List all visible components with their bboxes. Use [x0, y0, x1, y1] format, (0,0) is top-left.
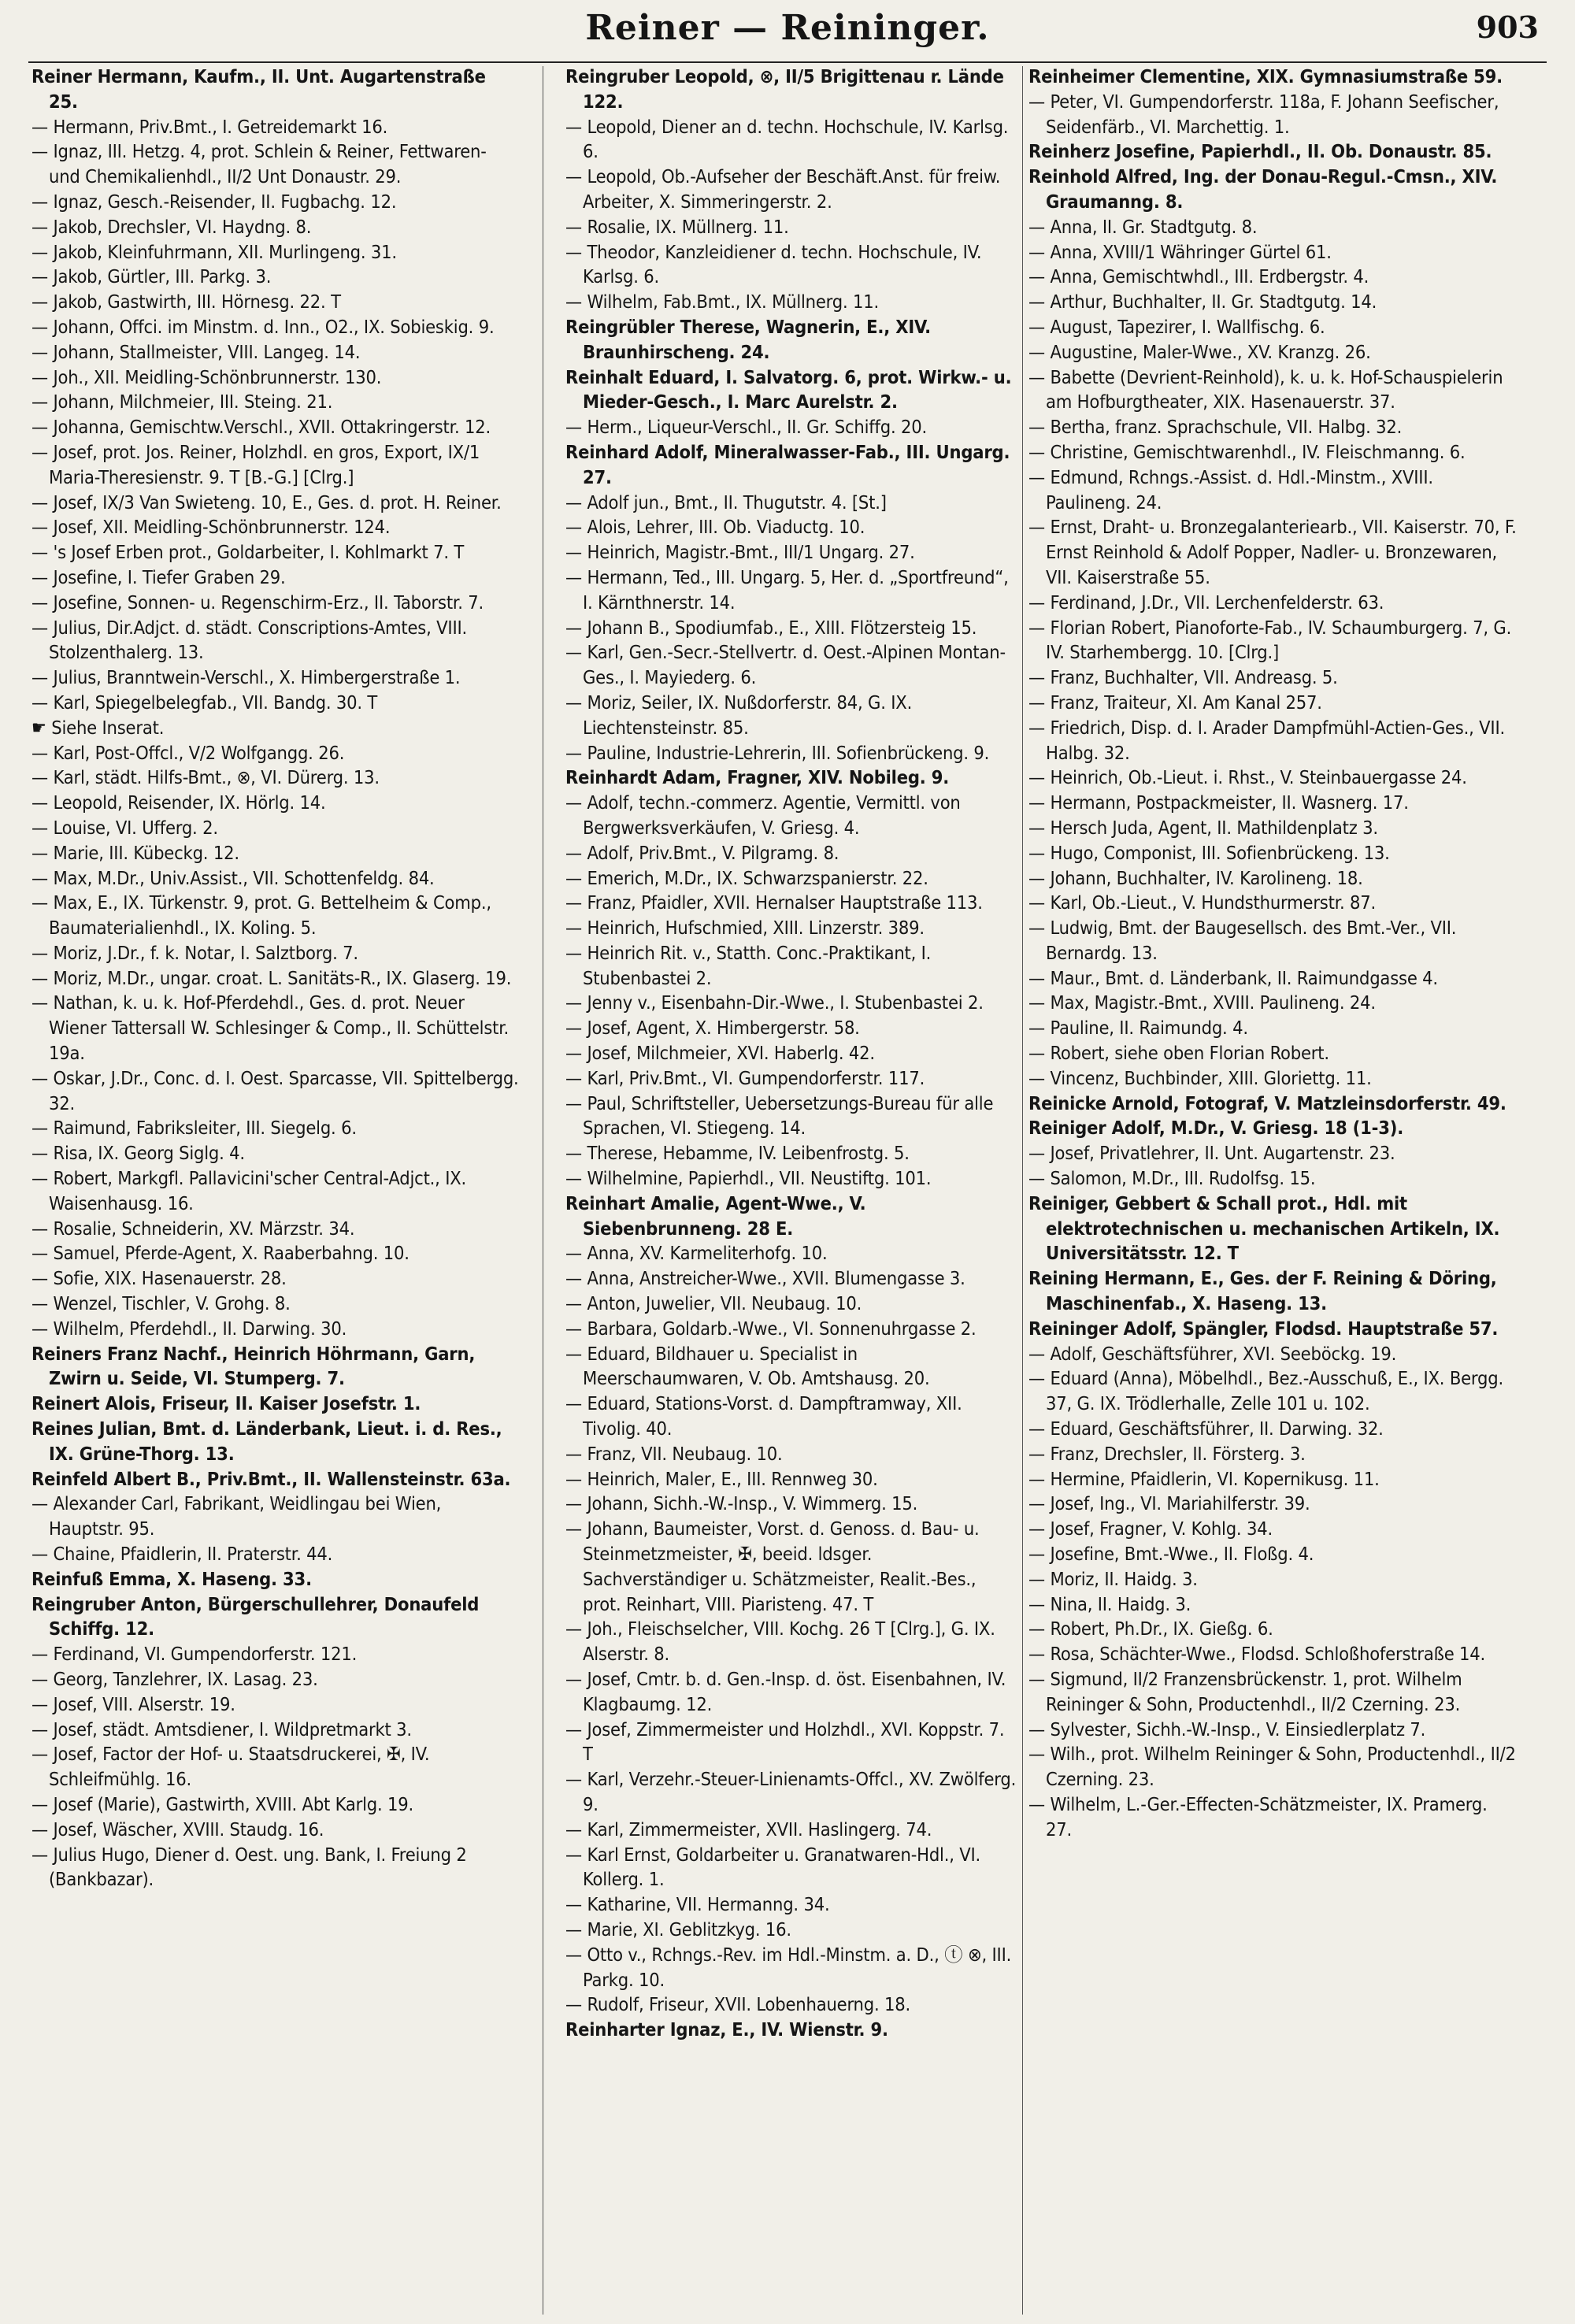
directory-entry: — Pauline, II. Raimundg. 4. [1028, 1017, 1248, 1040]
directory-entry: — Leopold, Reisender, IX. Hörlg. 14. [32, 791, 326, 814]
directory-entry: — Louise, VI. Ufferg. 2. [32, 816, 218, 839]
page-number: 903 [1476, 9, 1539, 45]
directory-entry: — Heinrich Rit. v., Statth. Conc.-Praktikant, I. Stubenbastei 2. [565, 941, 932, 989]
directory-entry: — Theodor, Kanzleidiener d. techn. Hochschule, IV. Karlsg. 6. [565, 240, 982, 288]
directory-entry: — Hermine, Pfaidlerin, VI. Kopernikusg. 11. [1028, 1467, 1380, 1490]
directory-heading-entry: Reiniger, Gebbert & Schall prot., Hdl. mit elektrotechnischen u. mechanischen Artikeln, IX. Universitätsstr. 12. T [1028, 1192, 1500, 1265]
directory-entry: — Moriz, J.Dr., f. k. Notar, I. Salztborg. 7. [32, 941, 358, 964]
directory-entry: — Jenny v., Eisenbahn-Dir.-Wwe., I. Stubenbastei 2. [565, 991, 984, 1014]
directory-entry: — Hermann, Postpackmeister, II. Wasnerg. 17. [1028, 791, 1409, 814]
directory-entry: — Josef, Cmtr. b. d. Gen.-Insp. d. öst. Eisenbahnen, IV. Klagbaumg. 12. [565, 1668, 1006, 1715]
directory-entry: — Max, Magistr.-Bmt., XVIII. Paulineng. 24. [1028, 991, 1376, 1014]
directory-entry: — Anna, II. Gr. Stadtgutg. 8. [1028, 215, 1258, 238]
directory-entry: — Alexander Carl, Fabrikant, Weidlingau bei Wien, Hauptstr. 95. [32, 1492, 442, 1540]
directory-entry: — Nathan, k. u. k. Hof-Pferdehdl., Ges. d. prot. Neuer Wiener Tattersall W. Schlesinger & Comp., II. Schüttelstr. 19a. [32, 991, 510, 1065]
directory-entry: — Ludwig, Bmt. der Baugesellsch. des Bmt.-Ver., VII. Bernardg. 13. [1028, 917, 1457, 964]
directory-heading-entry: Reinheimer Clementine, XIX. Gymnasiumstraße 59. [1028, 65, 1503, 87]
directory-entry: — Moriz, M.Dr., ungar. croat. L. Sanitäts-R., IX. Glaserg. 19. [32, 966, 512, 989]
directory-entry: — Sylvester, Sichh.-W.-Insp., V. Einsiedlerplatz 7. [1028, 1718, 1426, 1740]
directory-entry: — Johann B., Spodiumfab., E., XIII. Flötzersteig 15. [565, 616, 977, 639]
directory-entry: — Wilhelm, Fab.Bmt., IX. Müllnerg. 11. [565, 291, 880, 313]
directory-entry: — Leopold, Diener an d. techn. Hochschule, IV. Karlsg. 6. [565, 115, 1009, 163]
column-divider [1022, 66, 1023, 2315]
directory-entry: — Leopold, Ob.-Aufseher der Beschäft.Anst. für freiw. Arbeiter, X. Simmeringerstr. 2. [565, 165, 1001, 213]
directory-entry: — Adolf jun., Bmt., II. Thugutstr. 4. [St.] [565, 491, 887, 513]
directory-entry: — Robert, siehe oben Florian Robert. [1028, 1042, 1329, 1065]
directory-heading-entry: Reinert Alois, Friseur, II. Kaiser Josefstr. 1. [32, 1392, 421, 1415]
directory-entry: — Sigmund, II/2 Franzensbrückenstr. 1, prot. Wilhelm Reininger & Sohn, Productenhdl., II/2 Czerning. 23. [1028, 1668, 1462, 1715]
directory-entry: — Rosalie, IX. Müllnerg. 11. [565, 215, 789, 238]
directory-entry: — Julius Hugo, Diener d. Oest. ung. Bank, I. Freiung 2 (Bankbazar). [32, 1843, 467, 1891]
directory-entry: — Emerich, M.Dr., IX. Schwarzspanierstr. 22. [565, 866, 928, 889]
directory-entry: — Christine, Gemischtwarenhdl., IV. Fleischmanng. 6. [1028, 440, 1466, 463]
directory-entry: — Alois, Lehrer, III. Ob. Viaductg. 10. [565, 516, 865, 539]
directory-entry: — Pauline, Industrie-Lehrerin, III. Sofienbrückeng. 9. [565, 741, 990, 764]
directory-heading-entry: Reinicke Arnold, Fotograf, V. Matzleinsdorferstr. 49. [1028, 1092, 1506, 1114]
directory-entry: — Joh., Fleischselcher, VIII. Kochg. 26 T [Clrg.], G. IX. Alserstr. 8. [565, 1618, 995, 1666]
directory-entry: — Hugo, Componist, III. Sofienbrückeng. 13. [1028, 841, 1390, 864]
directory-entry: — Anna, XV. Karmeliterhofg. 10. [565, 1242, 828, 1265]
directory-entry: — Oskar, J.Dr., Conc. d. I. Oest. Sparcasse, VII. Spittelbergg. 32. [32, 1066, 519, 1114]
directory-heading-entry: Reingruber Anton, Bürgerschullehrer, Donaufeld Schiffg. 12. [32, 1592, 480, 1640]
directory-entry: — Paul, Schriftsteller, Uebersetzungs-Bureau für alle Sprachen, VI. Stiegeng. 14. [565, 1092, 994, 1140]
directory-entry: — Rosa, Schächter-Wwe., Flodsd. Schloßhoferstraße 14. [1028, 1643, 1486, 1666]
directory-entry: — Ignaz, III. Hetzg. 4, prot. Schlein & Reiner, Fettwaren- und Chemikalienhdl., II/2 Unt Donaustr. 29. [32, 140, 487, 188]
directory-entry: — Adolf, techn.-commerz. Agentie, Vermittl. von Bergwerksverkäufen, V. Griesg. 4. [565, 791, 961, 839]
directory-entry: — Edmund, Rchngs.-Assist. d. Hdl.-Minstm., XVIII. Paulineng. 24. [1028, 465, 1433, 513]
directory-entry: — Bertha, franz. Sprachschule, VII. Halbg. 32. [1028, 416, 1403, 439]
directory-heading-entry: Reines Julian, Bmt. d. Länderbank, Lieut. i. d. Res., IX. Grüne-Thorg. 13. [32, 1418, 502, 1465]
directory-entry: — Adolf, Priv.Bmt., V. Pilgramg. 8. [565, 841, 839, 864]
directory-entry: — Adolf, Geschäftsführer, XVI. Seeböckg. 19. [1028, 1342, 1397, 1365]
directory-entry: — Eduard, Stations-Vorst. d. Dampftramway, XII. Tivolig. 40. [565, 1392, 962, 1440]
directory-entry: — Julius, Dir.Adjct. d. städt. Conscriptions-Amtes, VIII. Stolzenthalerg. 13. [32, 616, 468, 664]
directory-entry: — Arthur, Buchhalter, II. Gr. Stadtgutg. 14. [1028, 291, 1377, 313]
directory-entry: — Friedrich, Disp. d. I. Arader Dampfmühl-Actien-Ges., VII. Halbg. 32. [1028, 716, 1505, 764]
directory-entry: — Robert, Markgfl. Pallavicini'scher Central-Adjct., IX. Waisenhausg. 16. [32, 1167, 467, 1214]
directory-entry: — Josef, Milchmeier, XVI. Haberlg. 42. [565, 1042, 875, 1065]
directory-entry: — Eduard, Geschäftsführer, II. Darwing. 32. [1028, 1418, 1384, 1440]
directory-entry: — Maur., Bmt. d. Länderbank, II. Raimundgasse 4. [1028, 966, 1438, 989]
directory-entry: — Chaine, Pfaidlerin, II. Praterstr. 44. [32, 1543, 333, 1566]
directory-entry: — Raimund, Fabriksleiter, III. Siegelg. 6. [32, 1117, 357, 1140]
directory-entry: — Karl, Verzehr.-Steuer-Linienamts-Offcl., XV. Zwölferg. 9. [565, 1768, 1017, 1815]
directory-entry: — Peter, VI. Gumpendorferstr. 118a, F. Johann Seefischer, Seidenfärb., VI. Marchettig. 1. [1028, 90, 1499, 138]
directory-entry: — Julius, Branntwein-Verschl., X. Himbergerstraße 1. [32, 666, 461, 689]
directory-entry: — Franz, VII. Neubaug. 10. [565, 1442, 783, 1465]
directory-entry: — Marie, III. Kübeckg. 12. [32, 841, 239, 864]
directory-entry: — Wilh., prot. Wilhelm Reininger & Sohn, Productenhdl., II/2 Czerning. 23. [1028, 1743, 1516, 1791]
directory-entry: — Max, E., IX. Türkenstr. 9, prot. G. Bettelheim & Comp., Baumaterialienhdl., IX. Koling. 5. [32, 891, 491, 940]
directory-entry: — Johann, Stallmeister, VIII. Langeg. 14. [32, 340, 361, 363]
directory-entry: — Babette (Devrient-Reinhold), k. u. k. Hof-Schauspielerin am Hofburgtheater, XIX. Hasenauerstr. 37. [1028, 365, 1503, 413]
directory-entry: — Karl, Ob.-Lieut., V. Hundsthurmerstr. 87. [1028, 891, 1377, 914]
directory-entry: — Karl, Spiegelbelegfab., VII. Bandg. 30. T [32, 691, 378, 714]
directory-entry: — Jakob, Kleinfuhrmann, XII. Murlingeng. 31. [32, 240, 397, 263]
directory-entry: — Josef, Factor der Hof- u. Staatsdruckerei, ✠, IV. Schleifmühlg. 16. [32, 1743, 430, 1791]
directory-heading-entry: Reining Hermann, E., Ges. der F. Reining & Döring, Maschinenfab., X. Haseng. 13. [1028, 1267, 1497, 1315]
directory-entry: — Barbara, Goldarb.-Wwe., VI. Sonnenuhrgasse 2. [565, 1317, 976, 1340]
directory-heading-entry: Reiners Franz Nachf., Heinrich Höhrmann, Garn, Zwirn u. Seide, VI. Stumperg. 7. [32, 1342, 476, 1390]
directory-entry: — Josef, Zimmermeister und Holzhdl., XVI. Koppstr. 7. T [565, 1718, 1005, 1766]
directory-entry: — Rosalie, Schneiderin, XV. Märzstr. 34. [32, 1217, 355, 1240]
page-header [32, 6, 1544, 54]
directory-heading-entry: Reininger Adolf, Spängler, Flodsd. Hauptstraße 57. [1028, 1317, 1499, 1340]
directory-entry: — Josef, Fragner, V. Kohlg. 34. [1028, 1518, 1273, 1540]
directory-entry: — Josef, Agent, X. Himbergerstr. 58. [565, 1017, 860, 1040]
directory-heading-entry: Reinherz Josefine, Papierhdl., II. Ob. Donaustr. 85. [1028, 140, 1492, 163]
directory-entry: — Karl, städt. Hilfs-Bmt., ⊗, VI. Dürerg. 13. [32, 766, 380, 789]
directory-entry: — Vincenz, Buchbinder, XIII. Gloriettg. 11. [1028, 1066, 1372, 1089]
directory-entry: — Johann, Baumeister, Vorst. d. Genoss. d. Bau- u. Steinmetzmeister, ✠, beeid. ldsger. Sachverständiger u. Schätzmeister, Realit.-Bes., prot. Reinhart, VIII. Piaristeng. 47. T [565, 1518, 980, 1615]
directory-entry: — Risa, IX. Georg Siglg. 4. [32, 1142, 245, 1165]
directory-entry: — Heinrich, Magistr.-Bmt., III/1 Ungarg. 27. [565, 541, 915, 564]
directory-entry: — Joh., XII. Meidling-Schönbrunnerstr. 130. [32, 365, 382, 388]
directory-entry: — Johann, Milchmeier, III. Steing. 21. [32, 391, 333, 413]
directory-heading-entry: Reinfuß Emma, X. Haseng. 33. [32, 1567, 312, 1590]
column-left [32, 65, 520, 2317]
directory-entry: — Hermann, Ted., III. Ungarg. 5, Her. d. „Sportfreund“, I. Kärnthnerstr. 14. [565, 565, 1009, 613]
directory-entry: — Karl Ernst, Goldarbeiter u. Granatwaren-Hdl., VI. Kollerg. 1. [565, 1843, 981, 1891]
directory-entry: — Josef, VIII. Alserstr. 19. [32, 1692, 235, 1715]
directory-entry: — Anton, Juwelier, VII. Neubaug. 10. [565, 1292, 862, 1315]
directory-entry: — 's Josef Erben prot., Goldarbeiter, I. Kohlmarkt 7. T [32, 541, 465, 564]
directory-entry: — Wilhelmine, Papierhdl., VII. Neustiftg. 101. [565, 1167, 932, 1190]
directory-heading-entry: Reingrübler Therese, Wagnerin, E., XIV. Braunhirscheng. 24. [565, 315, 931, 363]
directory-entry: — Georg, Tanzlehrer, IX. Lasag. 23. [32, 1668, 318, 1690]
directory-heading-entry: Reingruber Leopold, ⊗, II/5 Brigittenau r. Lände 122. [565, 65, 1004, 113]
directory-entry: — Johanna, Gemischtw.Verschl., XVII. Ottakringerstr. 12. [32, 416, 491, 439]
directory-entry: — Rudolf, Friseur, XVII. Lobenhauerng. 18. [565, 1993, 911, 2016]
directory-entry: — Wenzel, Tischler, V. Grohg. 8. [32, 1292, 291, 1315]
directory-entry: — Ferdinand, VI. Gumpendorferstr. 121. [32, 1643, 358, 1666]
directory-entry: — Franz, Traiteur, XI. Am Kanal 257. [1028, 691, 1322, 714]
directory-entry: — Karl, Zimmermeister, XVII. Haslingerg. 74. [565, 1818, 932, 1840]
directory-entry: — Robert, Ph.Dr., IX. Gießg. 6. [1028, 1618, 1273, 1640]
directory-entry: — Samuel, Pferde-Agent, X. Raaberbahng. 10. [32, 1242, 410, 1265]
directory-entry: — Anna, Gemischtwhdl., III. Erdbergstr. 4. [1028, 265, 1369, 288]
directory-entry: — Marie, XI. Geblitzkyg. 16. [565, 1918, 791, 1940]
directory-entry: — Heinrich, Ob.-Lieut. i. Rhst., V. Steinbauergasse 24. [1028, 766, 1467, 789]
directory-entry: — Ferdinand, J.Dr., VII. Lerchenfelderstr. 63. [1028, 591, 1384, 613]
header-rule [28, 61, 1547, 63]
directory-entry: — Eduard, Bildhauer u. Specialist in Meerschaumwaren, V. Ob. Amtshausg. 20. [565, 1342, 930, 1390]
directory-entry: — Jakob, Drechsler, VI. Haydng. 8. [32, 215, 312, 238]
directory-entry: — Johann, Sichh.-W.-Insp., V. Wimmerg. 15. [565, 1492, 918, 1515]
directory-entry: — Josefine, I. Tiefer Graben 29. [32, 565, 286, 588]
directory-entry: — Nina, II. Haidg. 3. [1028, 1592, 1191, 1615]
directory-entry: — Heinrich, Maler, E., III. Rennweg 30. [565, 1467, 878, 1490]
directory-entry: — Jakob, Gastwirth, III. Hörnesg. 22. T [32, 291, 341, 313]
directory-entry: — Josefine, Bmt.-Wwe., II. Floßg. 4. [1028, 1543, 1314, 1566]
directory-entry: — Karl, Priv.Bmt., VI. Gumpendorferstr. 117. [565, 1066, 925, 1089]
directory-entry: — August, Tapezirer, I. Wallfischg. 6. [1028, 315, 1325, 338]
directory-entry: — Josef, prot. Jos. Reiner, Holzhdl. en gros, Export, IX/1 Maria-Theresienstr. 9. T [B.-G.] [Clrg.] [32, 440, 480, 488]
directory-entry: — Salomon, M.Dr., III. Rudolfsg. 15. [1028, 1167, 1316, 1190]
directory-entry: — Wilhelm, Pferdehdl., II. Darwing. 30. [32, 1317, 347, 1340]
page-title: Reiner — Reininger. [585, 8, 990, 48]
directory-entry: — Hersch Juda, Agent, II. Mathildenplatz 3. [1028, 816, 1378, 839]
directory-entry: — Hermann, Priv.Bmt., I. Getreidemarkt 16. [32, 115, 388, 138]
directory-entry: — Josef, Wäscher, XVIII. Staudg. 16. [32, 1818, 324, 1840]
directory-entry: — Therese, Hebamme, IV. Leibenfrostg. 5. [565, 1142, 910, 1165]
directory-entry: — Josef, IX/3 Van Swieteng. 10, E., Ges. d. prot. H. Reiner. [32, 491, 502, 513]
column-middle [565, 65, 1018, 2317]
directory-heading-entry: Reinharter Ignaz, E., IV. Wienstr. 9. [565, 2018, 888, 2041]
directory-entry: — Franz, Drechsler, II. Försterg. 3. [1028, 1442, 1306, 1465]
directory-entry: — Moriz, Seiler, IX. Nußdorferstr. 84, G. IX. Liechtensteinstr. 85. [565, 691, 913, 739]
directory-entry: — Florian Robert, Pianoforte-Fab., IV. Schaumburgerg. 7, G. IV. Starhembergg. 10. [Clrg.] [1028, 616, 1512, 664]
directory-entry: — Katharine, VII. Hermanng. 34. [565, 1893, 830, 1916]
directory-entry: — Augustine, Maler-Wwe., XV. Kranzg. 26. [1028, 340, 1371, 363]
directory-heading-entry: Reiniger Adolf, M.Dr., V. Griesg. 18 (1-3). [1028, 1117, 1404, 1140]
directory-entry: — Sofie, XIX. Hasenauerstr. 28. [32, 1267, 287, 1290]
directory-heading-entry: Reinhold Alfred, Ing. der Donau-Regul.-Cmsn., XIV. Graumanng. 8. [1028, 165, 1498, 213]
directory-entry: — Johann, Buchhalter, IV. Karolineng. 18. [1028, 866, 1363, 889]
directory-entry: — Max, M.Dr., Univ.Assist., VII. Schottenfeldg. 84. [32, 866, 435, 889]
directory-entry: — Josef, XII. Meidling-Schönbrunnerstr. 124. [32, 516, 391, 539]
directory-entry: — Karl, Post-Offcl., V/2 Wolfgangg. 26. [32, 741, 345, 764]
directory-entry: — Franz, Pfaidler, XVII. Hernalser Hauptstraße 113. [565, 891, 983, 914]
directory-entry: — Franz, Buchhalter, VII. Andreasg. 5. [1028, 666, 1338, 689]
directory-entry: — Wilhelm, L.-Ger.-Effecten-Schätzmeister, IX. Pramerg. 27. [1028, 1792, 1488, 1840]
directory-heading-entry: Reinfeld Albert B., Priv.Bmt., II. Wallensteinstr. 63a. [32, 1467, 511, 1490]
directory-entry: — Eduard (Anna), Möbelhdl., Bez.-Ausschuß, E., IX. Bergg. 37, G. IX. Trödlerhalle, Zelle 101 u. 102. [1028, 1367, 1503, 1415]
directory-entry: — Anna, XVIII/1 Währinger Gürtel 61. [1028, 240, 1332, 263]
directory-entry: — Herm., Liqueur-Verschl., II. Gr. Schiffg. 20. [565, 416, 927, 439]
directory-entry: — Moriz, II. Haidg. 3. [1028, 1567, 1198, 1590]
directory-entry: — Josef (Marie), Gastwirth, XVIII. Abt Karlg. 19. [32, 1792, 414, 1815]
directory-entry: — Ignaz, Gesch.-Reisender, II. Fugbachg. 12. [32, 190, 397, 213]
directory-heading-entry: Reiner Hermann, Kaufm., II. Unt. Augartenstraße 25. [32, 65, 486, 113]
directory-entry: — Ernst, Draht- u. Bronzegalanteriearb., VII. Kaiserstr. 70, F. Ernst Reinhold & Adolf Popper, Nadler- u. Bronzewaren, VII. Kaiserstraße 55. [1028, 516, 1517, 588]
directory-entry: — Josefine, Sonnen- u. Regenschirm-Erz., II. Taborstr. 7. [32, 591, 484, 613]
directory-entry: ☛ Siehe Inserat. [32, 716, 165, 739]
directory-heading-entry: Reinhalt Eduard, I. Salvatorg. 6, prot. Wirkw.- u. Mieder-Gesch., I. Marc Aurelstr. 2. [565, 365, 1012, 413]
directory-entry: — Josef, Ing., VI. Mariahilferstr. 39. [1028, 1492, 1310, 1515]
directory-entry: — Anna, Anstreicher-Wwe., XVII. Blumengasse 3. [565, 1267, 965, 1290]
directory-entry: — Otto v., Rchngs.-Rev. im Hdl.-Minstm. a. D., ⓣ ⊗, III. Parkg. 10. [565, 1943, 1012, 1991]
directory-entry: — Josef, Privatlehrer, II. Unt. Augartenstr. 23. [1028, 1142, 1395, 1165]
directory-entry: — Johann, Offci. im Minstm. d. Inn., O2., IX. Sobieskig. 9. [32, 315, 495, 338]
column-right [1028, 65, 1517, 2317]
directory-entry: — Karl, Gen.-Secr.-Stellvertr. d. Oest.-Alpinen Montan-Ges., I. Mayiederg. 6. [565, 641, 1006, 689]
directory-heading-entry: Reinhardt Adam, Fragner, XIV. Nobileg. 9. [565, 766, 950, 789]
directory-entry: — Josef, städt. Amtsdiener, I. Wildpretmarkt 3. [32, 1718, 412, 1740]
directory-heading-entry: Reinhart Amalie, Agent-Wwe., V. Siebenbrunneng. 28 E. [565, 1192, 866, 1240]
directory-entry: — Heinrich, Hufschmied, XIII. Linzerstr. 389. [565, 917, 925, 940]
directory-entry: — Jakob, Gürtler, III. Parkg. 3. [32, 265, 272, 288]
directory-heading-entry: Reinhard Adolf, Mineralwasser-Fab., III. Ungarg. 27. [565, 440, 1010, 488]
